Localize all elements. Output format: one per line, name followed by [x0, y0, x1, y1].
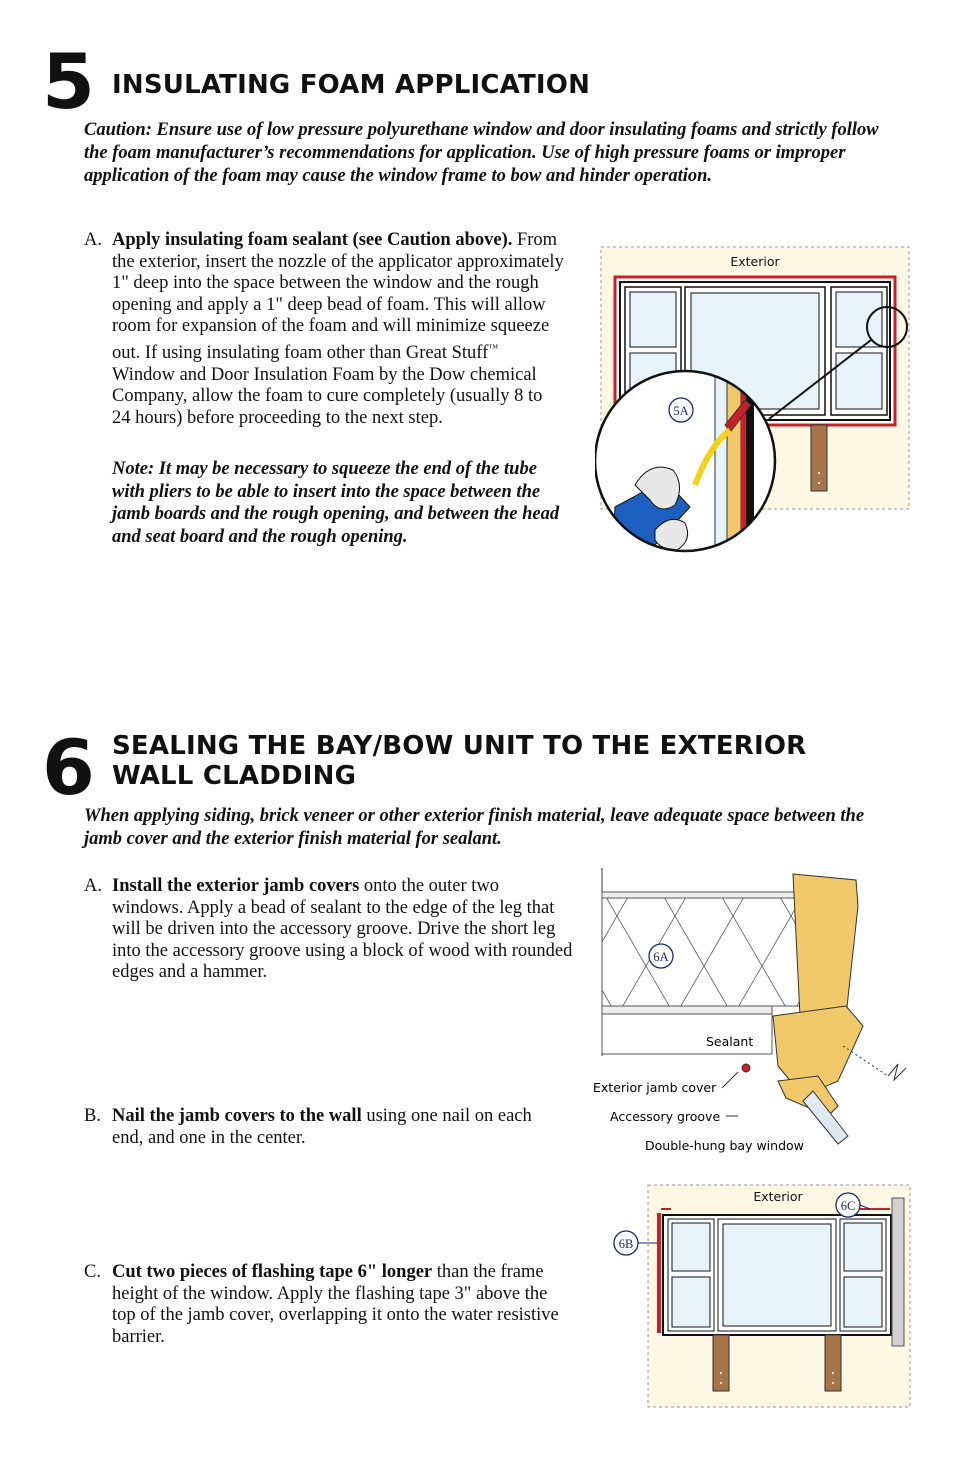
center-glass — [723, 1224, 831, 1326]
right-upper-glass — [844, 1223, 882, 1271]
nail-dot — [818, 482, 820, 484]
section-6-intro: When applying siding, brick veneer or other exterior finish material, leave adequate space between the jamb cover and the exterior finish material for sealant. — [84, 806, 865, 849]
section-5-item-a — [84, 230, 564, 430]
item-letter: A. — [84, 230, 102, 250]
section-5-note: Note: It may be necessary to squeeze the end of the tube with pliers to be able to insert into the space between the jamb boards and the rough opening, and between the head and seat board and the rough opening. — [112, 459, 560, 547]
sheathing-bottom — [602, 1006, 772, 1014]
item-c-bold: Cut two pieces of flashing tape 6" longer — [112, 1262, 433, 1282]
sealant-bead — [742, 1064, 750, 1072]
item-a-bold: Apply insulating foam sealant (see Caution above). — [112, 230, 513, 250]
exterior-label: Exterior — [753, 1189, 803, 1204]
item-c-text: than the frame height of the window. Apply the flashing tape 3" above the top of the jamb cover, overlapping it onto the water resistive barrier. — [112, 1262, 559, 1347]
section-6-item-a — [84, 876, 574, 984]
left-upper-glass — [672, 1223, 710, 1271]
label-sealant: Sealant — [706, 1034, 754, 1049]
item-letter: C. — [84, 1262, 101, 1282]
item-a-text: onto the outer two windows. Apply a bead of sealant to the edge of the leg that will be driven into the accessory groove. Drive the short leg into the accessory groove using a block of wood with rounded edges and a hammer. — [112, 876, 573, 983]
right-upper-glass — [836, 292, 882, 347]
callout-6b: 6B — [618, 1237, 634, 1251]
leader-jamb-cover — [722, 1072, 738, 1088]
section-6-item-b — [84, 1106, 552, 1149]
section-6-title-line-1: SEALING THE BAY/BOW UNIT TO THE EXTERIOR — [112, 731, 807, 761]
item-b-text: using one nail on each end, and one in the center. — [112, 1106, 532, 1148]
label-exterior-jamb-cover: Exterior jamb cover — [593, 1080, 717, 1095]
section-6-item-c — [84, 1262, 574, 1348]
left-upper-glass — [630, 292, 676, 347]
callout-6a: 6A — [653, 950, 669, 964]
glass-edge — [715, 365, 727, 555]
section-6-title — [112, 731, 806, 791]
item-letter: B. — [84, 1106, 101, 1126]
item-a-text-2: Window and Door Insulation Foam by the Dow chemical Company, allow the foam to cure completely (usually 8 to 24 hours) before proceeding to the next step. — [112, 364, 543, 428]
section-5-caution: Caution: Ensure use of low pressure polyurethane window and door insulating foams and strictly follow the foam manufacturer’s recommendations for application. Use of high pressure foams or improper application of the foam may cause the window frame to bow and hinder operation. — [84, 120, 879, 186]
step-number-5: 5 — [42, 37, 95, 126]
break-symbol — [888, 1064, 906, 1080]
figure-6bc — [608, 1183, 914, 1409]
nail-dot — [720, 1372, 722, 1374]
flashing-tape-left — [657, 1213, 661, 1333]
nail-dot — [832, 1372, 834, 1374]
left-lower-glass — [672, 1277, 710, 1327]
section-6-title-line-2: WALL CLADDING — [112, 761, 357, 791]
nail-dot — [720, 1382, 722, 1384]
figure-6a — [588, 866, 918, 1158]
section-5-title: INSULATING FOAM APPLICATION — [112, 70, 591, 100]
support-post — [811, 425, 827, 491]
item-letter: A. — [84, 876, 102, 896]
nail-dot — [832, 1382, 834, 1384]
nail-dot — [818, 472, 820, 474]
exterior-jamb-cover — [892, 1198, 904, 1346]
callout-6c: 6C — [840, 1199, 856, 1213]
item-a-text-1: From the exterior, insert the nozzle of the applicator approximately 1" deep into the space between the window and the rough opening and apply a 1" deep bead of foam. This will allow room for expansion of the foam and will minimize squeeze out. If using insulating foam other than Great Stuff — [112, 230, 564, 364]
jamb-board — [727, 365, 741, 555]
exterior-label: Exterior — [730, 254, 780, 269]
label-accessory-groove: Accessory groove — [610, 1109, 721, 1124]
label-double-hung: Double-hung bay window — [645, 1138, 804, 1153]
step-number-6: 6 — [42, 723, 95, 812]
right-lower-glass — [844, 1277, 882, 1327]
item-b-bold: Nail the jamb covers to the wall — [112, 1106, 362, 1126]
item-a-bold: Install the exterior jamb covers — [112, 876, 360, 896]
figure-5a — [595, 245, 913, 555]
trademark-symbol: ™ — [488, 342, 499, 354]
callout-5a: 5A — [673, 404, 689, 418]
wood-trim-upper — [793, 874, 858, 1026]
